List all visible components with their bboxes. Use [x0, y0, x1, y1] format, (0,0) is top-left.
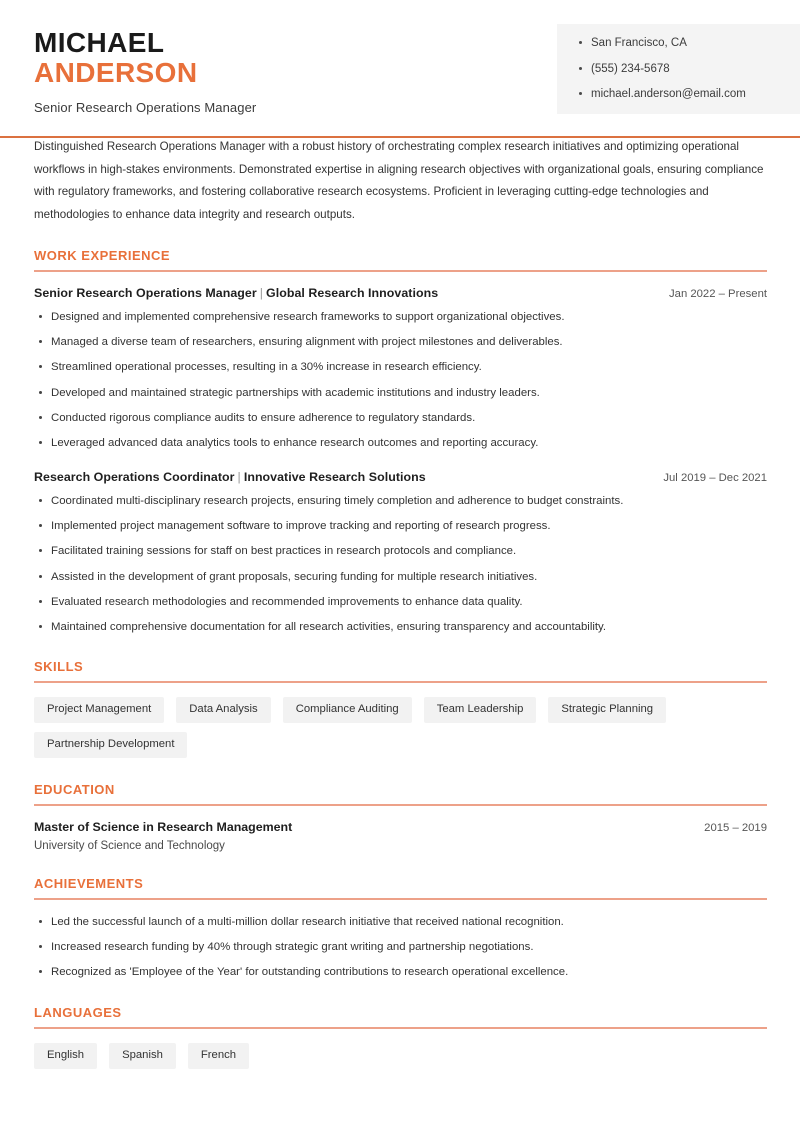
list-item [34, 385, 767, 401]
bullet-icon [39, 340, 42, 343]
skill-chip: Partnership Development [34, 732, 187, 758]
section-education [34, 782, 767, 852]
bullet-icon [39, 524, 42, 527]
header-divider [0, 136, 800, 138]
section-divider [34, 270, 767, 272]
list-item [34, 594, 767, 610]
contact-phone[interactable] [579, 63, 784, 76]
bullet-text: Developed and maintained strategic partnerships with academic institutions and industry leaders. [51, 386, 540, 399]
bullet-text: Facilitated training sessions for staff on best practices in research protocols and compliance. [51, 545, 517, 558]
list-item [34, 964, 767, 980]
bullet-icon [579, 92, 582, 95]
bullet-text: Coordinated multi-disciplinary research projects, ensuring timely completion and adherence to budget constraints. [51, 495, 624, 508]
experience-separator: | [259, 285, 264, 300]
contact-location [579, 37, 784, 50]
section-title-achievements: ACHIEVEMENTS [34, 876, 144, 891]
education-entry [34, 820, 767, 852]
bullet-text: Evaluated research methodologies and recommended improvements to enhance data quality. [51, 595, 523, 608]
languages-chip-list [34, 1043, 767, 1069]
education-degree: Master of Science in Research Management [34, 820, 293, 834]
section-divider [34, 1027, 767, 1029]
bullet-text: Increased research funding by 40% through strategic grant writing and partnership negotiations. [51, 940, 534, 953]
experience-company: Global Research Innovations [266, 285, 439, 300]
last-name: ANDERSON [34, 56, 198, 88]
language-chip: Spanish [109, 1043, 176, 1069]
section-divider [34, 681, 767, 683]
experience-role: Senior Research Operations Manager [34, 285, 257, 300]
bullet-text: Conducted rigorous compliance audits to ensure adherence to regulatory standards. [51, 411, 476, 424]
professional-summary: Distinguished Research Operations Manager with a robust history of orchestrating complex research initiatives and optimizing operational workflows in high-stakes environments. Demonstrated expertise in aligning research objectives with organizational goals, ensuring compliance with regulatory frameworks, and fostering collaborative research ecosystems. Proficient in leveraging cutting-edge technologies and methodologies to enhance data integrity and research outputs. [34, 140, 764, 221]
section-title-languages: LANGUAGES [34, 1005, 122, 1021]
bullet-icon [39, 499, 42, 502]
experience-dates: Jan 2022 – Present [669, 287, 767, 300]
list-item [34, 569, 767, 585]
list-item [34, 914, 767, 930]
bullet-text: Implemented project management software to improve tracking and reporting of research progress. [51, 520, 551, 533]
list-item [34, 518, 767, 534]
bullet-icon [39, 441, 42, 444]
bullet-icon [579, 67, 582, 70]
skill-chip: Data Analysis [176, 697, 270, 723]
section-title-skills: SKILLS [34, 659, 84, 675]
bullet-icon [39, 945, 42, 948]
bullet-text: Streamlined operational processes, resulting in a 30% increase in research efficiency. [51, 361, 482, 374]
experience-separator: | [237, 470, 241, 485]
experience-dates: Jul 2019 – Dec 2021 [663, 472, 767, 485]
first-name: MICHAEL [34, 27, 165, 58]
skills-chip-list [34, 697, 767, 759]
section-divider [34, 804, 767, 806]
list-item [34, 435, 767, 451]
bullet-icon [39, 365, 42, 368]
education-school: University of Science and Technology [34, 840, 225, 852]
identity-block [0, 24, 256, 115]
list-item [34, 410, 767, 426]
bullet-icon [39, 416, 42, 419]
list-item [34, 543, 767, 559]
skill-chip: Team Leadership [424, 697, 537, 723]
bullet-text: Assisted in the development of grant proposals, securing funding for multiple research initiatives. [51, 570, 538, 583]
bullet-icon [39, 970, 42, 973]
list-item [34, 359, 767, 375]
language-chip: French [188, 1043, 249, 1069]
bullet-icon [39, 600, 42, 603]
bullet-icon [39, 575, 42, 578]
section-work-experience [34, 248, 767, 635]
contact-email[interactable] [579, 88, 784, 101]
bullet-text: Led the successful launch of a multi-million dollar research initiative that received national recognition. [51, 915, 564, 928]
experience-heading [34, 470, 426, 484]
contact-email-value: michael.anderson@email.com [591, 88, 746, 101]
professional-title: Senior Research Operations Manager [34, 99, 257, 115]
list-item [34, 493, 767, 509]
education-dates: 2015 – 2019 [704, 822, 767, 834]
achievements-bullet-list [34, 914, 767, 981]
contact-location-value: San Francisco, CA [591, 37, 687, 49]
bullet-text: Recognized as 'Employee of the Year' for outstanding contributions to research operational excellence. [51, 965, 569, 978]
experience-heading [34, 286, 438, 300]
skill-chip: Compliance Auditing [283, 697, 412, 723]
bullet-icon [39, 315, 42, 318]
skill-chip: Strategic Planning [548, 697, 666, 723]
resume-header [0, 0, 800, 115]
list-item [34, 334, 767, 350]
resume-content [0, 136, 800, 1069]
experience-bullet-list [34, 309, 767, 451]
section-languages [34, 1005, 767, 1069]
bullet-icon [39, 549, 42, 552]
experience-entry [34, 470, 767, 635]
list-item [34, 309, 767, 325]
bullet-text: Designed and implemented comprehensive research frameworks to support organizational objectives. [51, 310, 565, 323]
bullet-icon [579, 41, 582, 44]
section-divider [34, 898, 767, 900]
bullet-text: Maintained comprehensive documentation for all research activities, ensuring transparency and accountability. [51, 621, 607, 634]
section-achievements [34, 876, 767, 980]
bullet-icon [39, 920, 42, 923]
contact-phone-value: (555) 234-5678 [591, 62, 670, 75]
bullet-icon [39, 625, 42, 628]
section-title-education: EDUCATION [34, 782, 115, 798]
experience-entry [34, 286, 767, 451]
skill-chip: Project Management [34, 697, 164, 723]
language-chip: English [34, 1043, 97, 1069]
bullet-text: Managed a diverse team of researchers, ensuring alignment with project milestones and deliverables. [51, 336, 563, 349]
experience-company: Innovative Research Solutions [243, 470, 426, 485]
bullet-icon [39, 391, 42, 394]
section-title-work-experience: WORK EXPERIENCE [34, 248, 171, 264]
list-item [34, 939, 767, 955]
experience-role: Research Operations Coordinator [34, 470, 235, 485]
section-skills [34, 659, 767, 758]
experience-bullet-list [34, 493, 767, 635]
contact-panel [557, 24, 800, 114]
list-item [34, 619, 767, 635]
bullet-text: Leveraged advanced data analytics tools to enhance research outcomes and reporting accuracy. [51, 436, 539, 449]
